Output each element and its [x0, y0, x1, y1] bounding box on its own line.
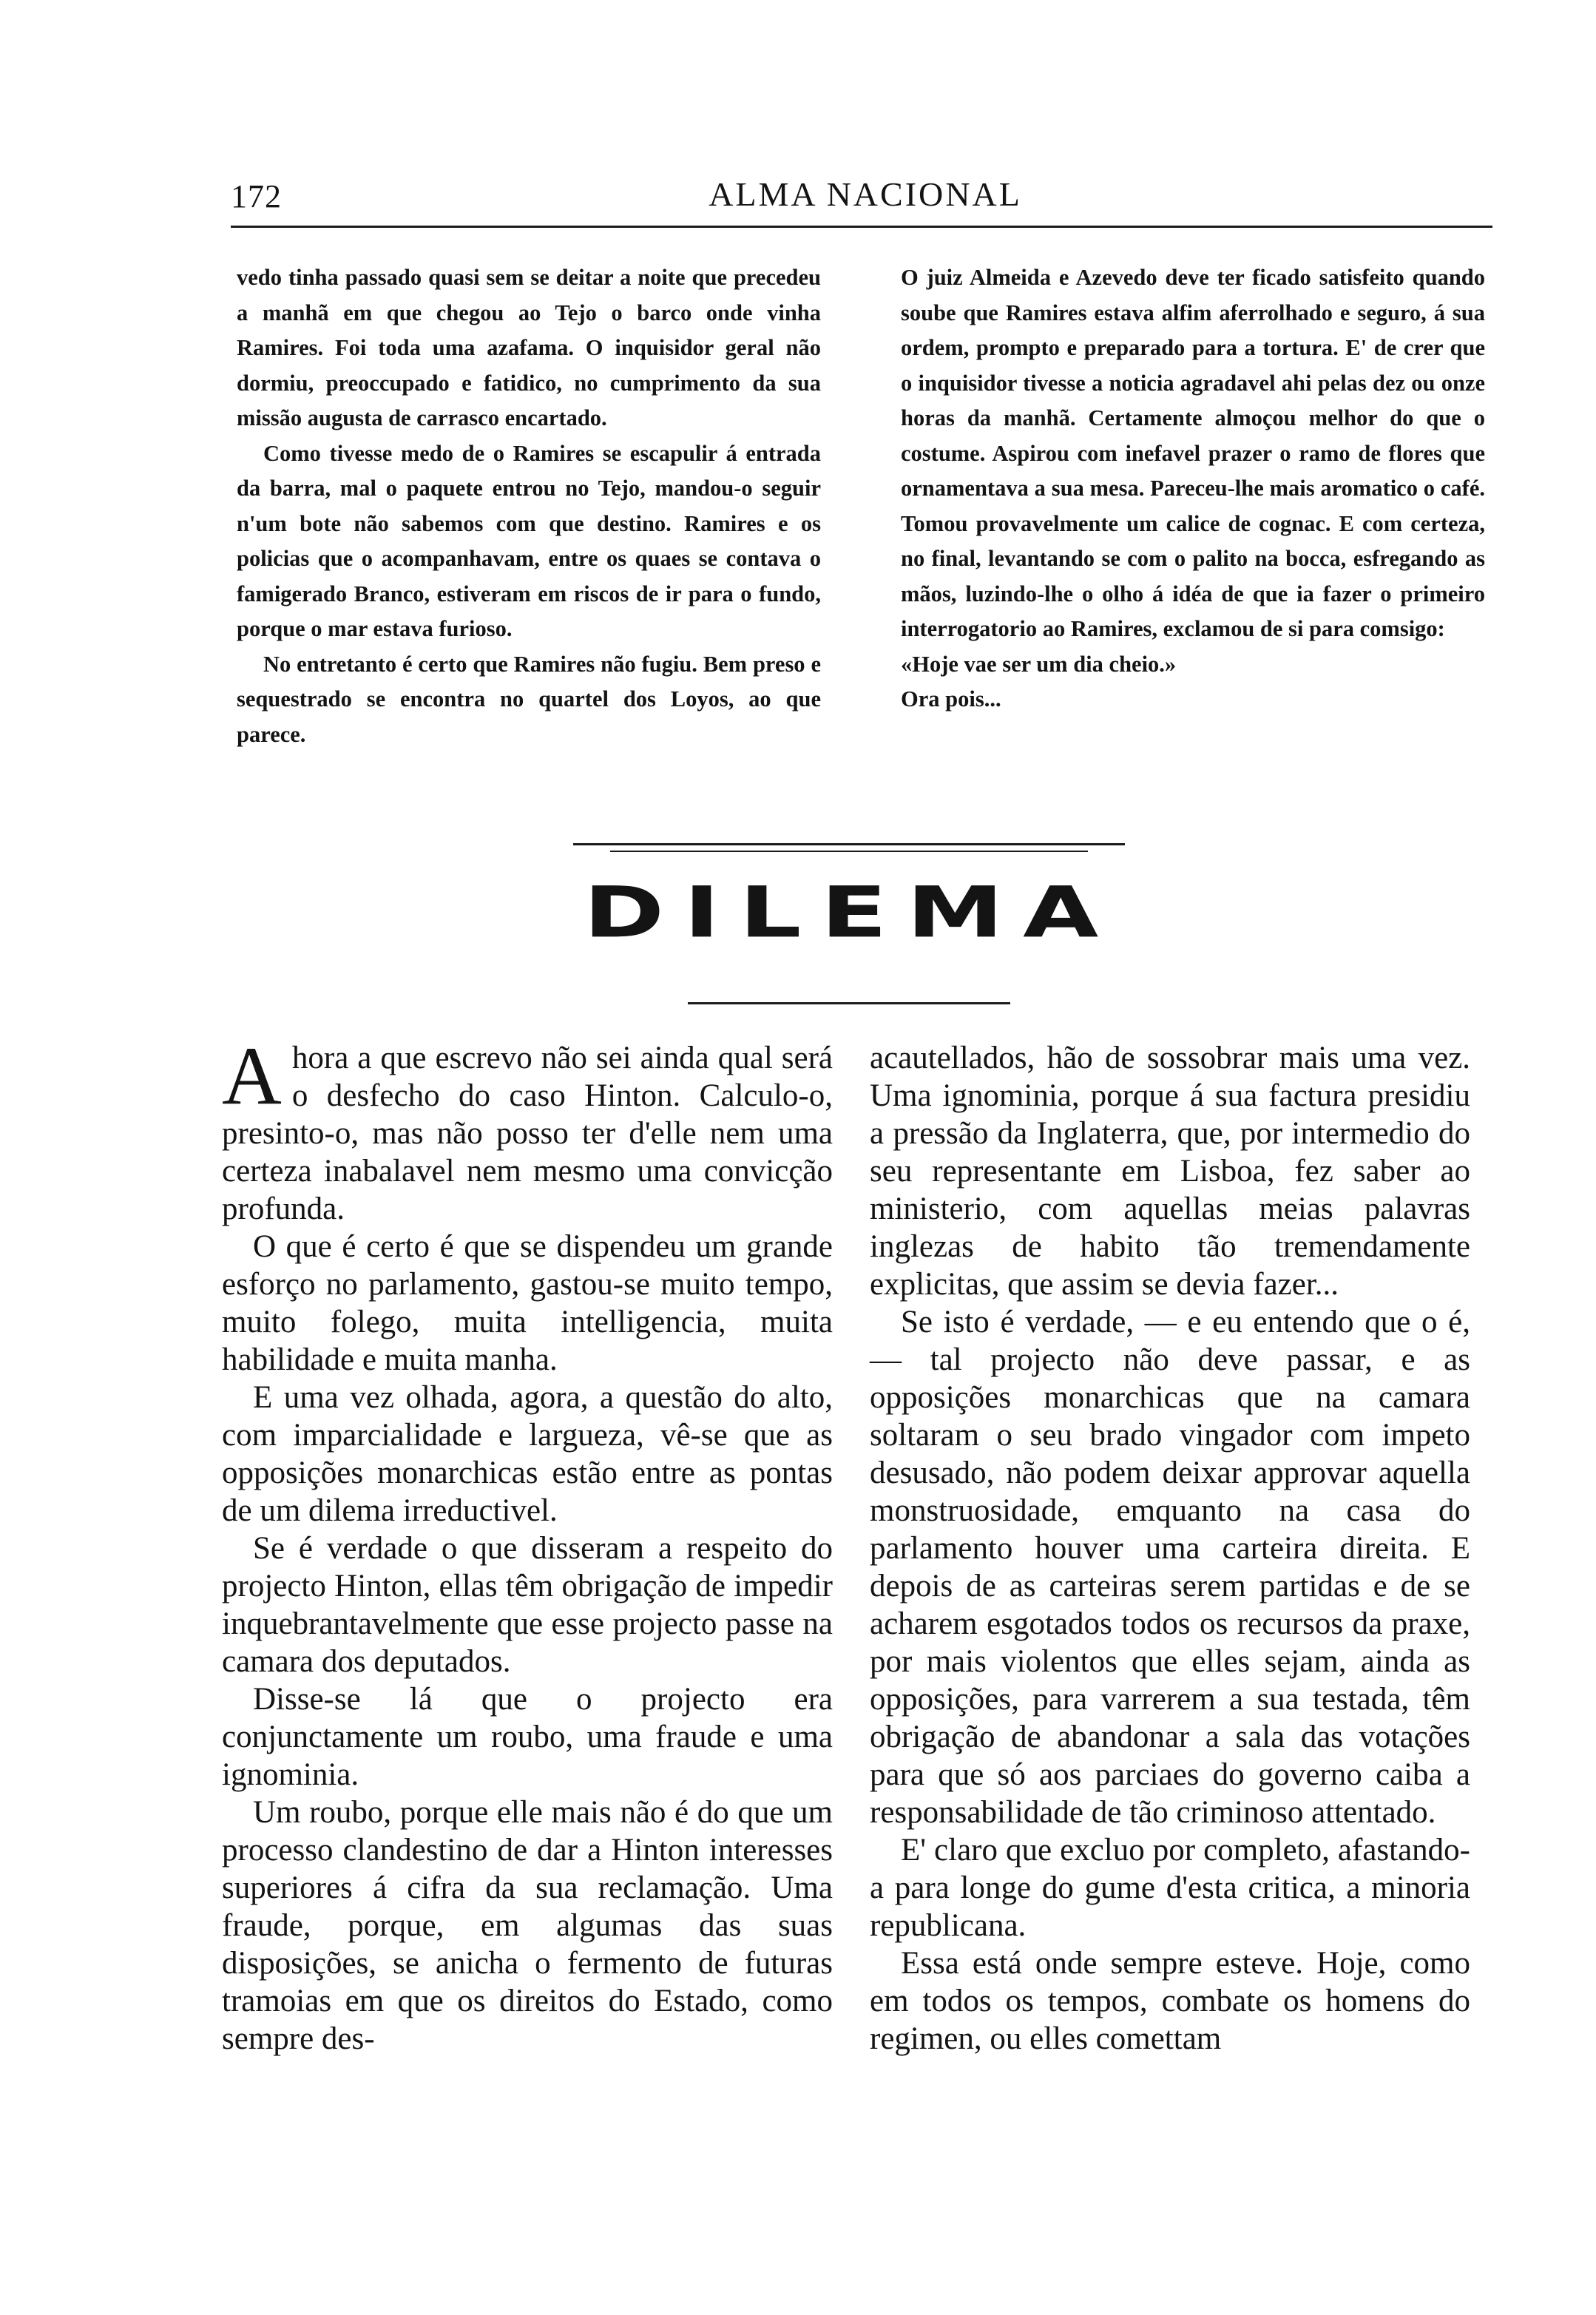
paragraph: Se é verdade o que disseram a respeito do projecto Hinton, ellas têm obrigação de impedir inquebrantavelmente que esse projecto passe na camara dos deputados.	[222, 1531, 833, 1679]
paragraph: vedo tinha passado quasi sem se deitar a noite que precedeu a manhã em que chegou ao Tejo o barco onde vinha Ramires. Foi toda uma azafama. O inquisidor geral não dormiu, preoccupado e fatidico, no cumprimento da sua missão augusta de carrasco encartado.	[237, 265, 821, 430]
article-right-column	[870, 1039, 1470, 2058]
paragraph: E uma vez olhada, agora, a questão do alto, com imparcialidade e largueza, vê-se que as opposições monarchicas estão entre as pontas de um dilema irreductivel.	[222, 1380, 833, 1528]
title-rule-bottom	[688, 1002, 1010, 1004]
drop-cap: A	[222, 1030, 282, 1122]
paragraph: Essa está onde sempre esteve. Hoje, como em todos os tempos, combate os homens do regimen, ou elles comettam	[870, 1946, 1470, 2056]
page-number: 172	[231, 178, 282, 214]
paragraph: E' claro que excluo por completo, afastando-a para longe do gume d'esta critica, a minoria republicana.	[870, 1833, 1470, 1943]
article-left-column	[222, 1030, 833, 2058]
header-rule	[231, 226, 1492, 228]
paragraph: O juiz Almeida e Azevedo deve ter ficado satisfeito quando soube que Ramires estava alfim aferrolhado e seguro, á sua ordem, prompto e preparado para a tortura. E' de crer que o inquisidor tivesse a noticia agradavel ahi pelas dez ou onze horas da manhã. Certamente almoçou melhor do que o costume. Aspirou com inefavel prazer o ramo de flores que ornamentava a sua mesa. Pareceu-lhe mais aromatico o café. Tomou provavelmente um calice de cognac. E com certeza, no final, levantando se com o palito na bocca, esfregando as mãos, luzindo-lhe o olho á idéa de que ia fazer o primeiro interrogatorio ao Ramires, exclamou de si para comsigo:	[901, 265, 1485, 641]
first-paragraph	[222, 1030, 833, 1228]
paragraph: Se isto é verdade, — e eu entendo que o é, — tal projecto não deve passar, e as opposições monarchicas que na camara soltaram o seu brado vingador com impeto desusado, não podem deixar approvar aquella monstruosidade, emquanto na casa do parlamento houver uma carteira direita. E depois de as carteiras serem partidas e de se acharem esgotados todos os recursos da praxe, por mais violentos que elles sejam, ainda as opposições, para varrerem a sua testada, têm obrigação de abandonar a sala das votações para que só aos parciaes do governo caiba a responsabilidade de tão criminoso attentado.	[870, 1305, 1470, 1830]
title-rule-top	[573, 843, 1125, 845]
paragraph-continuation: acautellados, hão de sossobrar mais uma vez. Uma ignominia, porque á sua factura presidiu a pressão da Inglaterra, que, por intermedio do seu representante em Lisboa, fez saber ao ministerio, com aquellas meias palavras inglezas de habito tão tremendamente explicitas, que assim se devia fazer...	[870, 1041, 1470, 1302]
paragraph: Um roubo, porque elle mais não é do que um processo clandestino de dar a Hinton interesses superiores á cifra da sua reclamação. Uma fraude, porque, em algumas das suas disposições, se anicha o fermento de futuras tramoias em que os direitos do Estado, como sempre des-	[222, 1795, 833, 2056]
paragraph: Disse-se lá que o projecto era conjunctamente um roubo, uma fraude e uma ignominia.	[222, 1682, 833, 1792]
paragraph: O que é certo é que se dispendeu um grande esforço no parlamento, gastou-se muito tempo, muito folego, muita intelligencia, muita habilidade e muita manha.	[222, 1229, 833, 1377]
paragraph: No entretanto é certo que Ramires não fugiu. Bem preso e sequestrado se encontra no quartel dos Loyos, ao que parece.	[237, 651, 821, 747]
title-rule-top-inner	[610, 851, 1088, 852]
previous-article-left-column	[237, 260, 821, 752]
paragraph: Como tivesse medo de o Ramires se escapulir á entrada da barra, mal o paquete entrou no Tejo, mandou-o seguir n'um bote não sabemos com que destino. Ramires e os policias que o acompanhavam, entre os quaes se contava o famigerado Branco, estiveram em riscos de ir para o fundo, porque o mar estava furioso.	[237, 440, 821, 641]
running-title: ALMA NACIONAL	[709, 175, 1022, 213]
paragraph-text: hora a que escrevo não sei ainda qual será o desfecho do caso Hinton. Calculo-o, presinto-o, mas não posso ter d'elle nem uma certeza inabalavel nem mesmo uma convicção profunda.	[222, 1041, 833, 1226]
previous-article-right-column	[901, 260, 1485, 717]
article-title: DILEMA	[583, 871, 1118, 954]
quote-line: «Hoje vae ser um dia cheio.»	[901, 651, 1177, 677]
ending-line: Ora pois...	[901, 686, 1001, 712]
